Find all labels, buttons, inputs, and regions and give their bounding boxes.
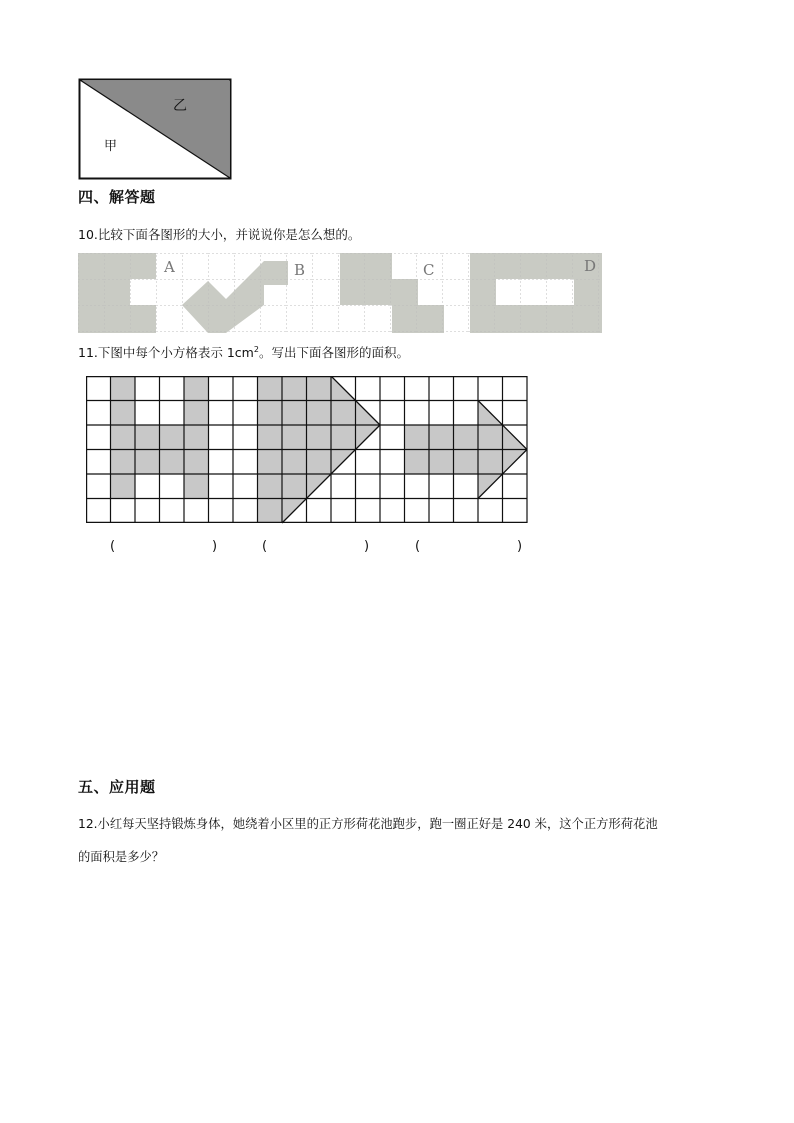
question-12-line-2: 的面积是多少？ [78,850,165,864]
shape-label-b: B [294,261,306,279]
q11-text-before: 11.下图中每个小方格表示 1cm [78,345,254,361]
label-jia: 甲 [104,139,118,154]
shape-label-d: D [584,257,597,275]
question-12-line-1: 12.小红每天坚持锻炼身体，她绕着小区里的正方形荷花池跑步，跑一圈正好是 240 米，这个正方形荷花池 [78,817,658,831]
answer-3-blank[interactable] [425,539,513,555]
rectangle-figure [78,78,232,180]
q11-grid-svg [86,376,530,524]
answer-3-close: ) [517,539,523,554]
answer-1-close: ) [212,539,218,554]
answer-3-open: ( [415,539,421,554]
label-yi: 乙 [173,98,187,114]
answer-2-open: ( [262,539,268,554]
question-10-text: 10.比较下面各图形的大小，并说说你是怎么想的。 [78,227,361,242]
grid-lines [86,376,527,523]
rectangle-figure-svg [78,78,232,180]
q10-shapes-figure [78,253,602,333]
q11-text-after: 。写出下面各图形的面积。 [258,345,409,361]
shape-label-c: C [423,261,435,279]
answer-2-blank[interactable] [272,539,360,555]
q10-shapes-svg [78,253,602,333]
shape-label-a: A [164,258,175,276]
answer-2-close: ) [364,539,370,554]
q11-superscript: 2 [253,345,259,354]
section-heading-5: 五、应用题 [78,778,156,796]
q11-grid-figure [86,376,530,524]
section-heading-4: 四、解答题 [78,188,156,206]
answer-1-blank[interactable] [120,539,208,555]
answer-1-open: ( [110,539,116,554]
question-11-text [78,341,409,362]
